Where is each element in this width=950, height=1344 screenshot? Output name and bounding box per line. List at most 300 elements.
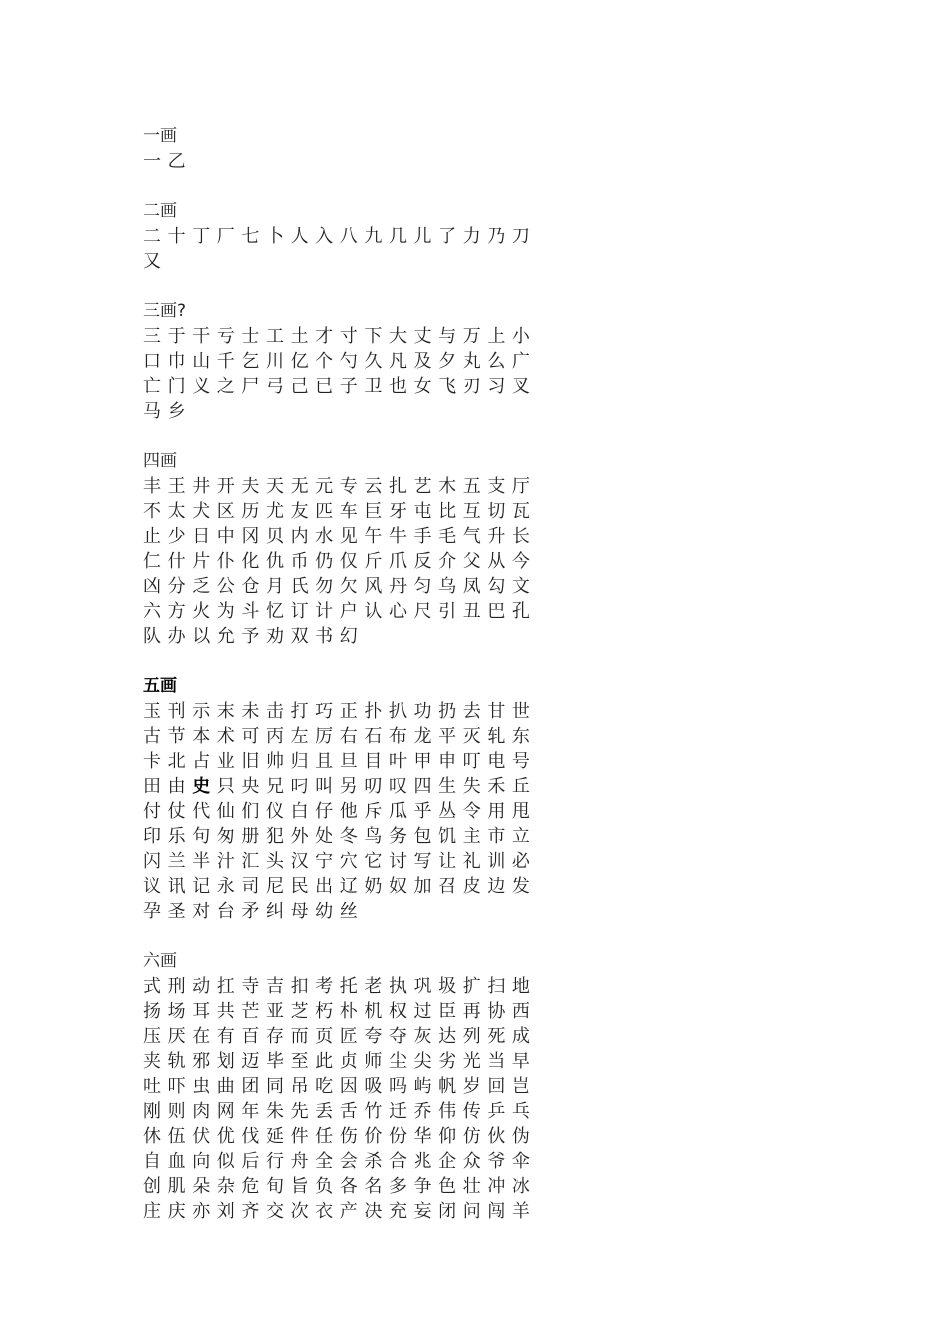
character-cell: 厉	[315, 726, 334, 747]
character-cell: 吃	[315, 1076, 334, 1097]
character-cell: 兰	[167, 851, 186, 872]
character-cell: 仁	[143, 551, 161, 572]
character-cell: 之	[216, 376, 235, 397]
character-cell: 权	[388, 1001, 407, 1022]
character-cell: 动	[192, 976, 211, 997]
character-cell: 用	[487, 801, 506, 822]
character-grid	[143, 974, 543, 1224]
character-cell: 扬	[143, 1001, 161, 1022]
stroke-section	[143, 199, 543, 274]
character-cell: 打	[290, 701, 309, 722]
character-cell: 伙	[487, 1126, 506, 1147]
character-cell: 夕	[438, 351, 457, 372]
character-cell: 支	[487, 476, 506, 497]
character-cell: 一	[143, 151, 161, 172]
character-cell: 凤	[462, 576, 481, 597]
character-cell: 虫	[192, 1076, 211, 1097]
character-cell: 寺	[241, 976, 260, 997]
character-cell: 曲	[216, 1076, 235, 1097]
character-cell: 甩	[511, 801, 530, 822]
character-cell: 夺	[388, 1026, 407, 1047]
character-cell: 考	[315, 976, 334, 997]
character-cell: 协	[487, 1001, 506, 1022]
character-cell: 历	[241, 501, 260, 522]
character-cell: 因	[339, 1076, 358, 1097]
character-cell: 扔	[438, 701, 457, 722]
character-cell: 失	[462, 776, 481, 797]
character-cell: 古	[143, 726, 161, 747]
character-cell: 儿	[413, 226, 432, 247]
character-cell: 习	[487, 376, 506, 397]
character-grid	[143, 699, 543, 924]
character-cell: 吉	[265, 976, 284, 997]
character-cell: 必	[511, 851, 530, 872]
character-cell: 百	[241, 1026, 260, 1047]
character-cell: 欠	[339, 576, 358, 597]
character-cell: 火	[192, 601, 211, 622]
character-grid	[143, 474, 543, 649]
character-cell: 存	[265, 1026, 284, 1047]
character-cell: 至	[290, 1051, 309, 1072]
character-cell: 子	[339, 376, 358, 397]
character-cell: 迁	[388, 1101, 407, 1122]
character-cell: 币	[290, 551, 309, 572]
character-cell: 勺	[339, 351, 358, 372]
character-cell: 贝	[265, 526, 284, 547]
character-cell: 丛	[438, 801, 457, 822]
character-cell: 仿	[462, 1126, 481, 1147]
character-cell: 回	[487, 1076, 506, 1097]
character-cell: 归	[290, 751, 309, 772]
character-cell: 化	[241, 551, 260, 572]
character-cell: 石	[364, 726, 383, 747]
stroke-section	[143, 674, 543, 924]
character-cell: 反	[413, 551, 432, 572]
character-cell: 价	[364, 1126, 383, 1147]
character-cell: 电	[487, 751, 506, 772]
character-cell: 宁	[315, 851, 334, 872]
character-cell: 齐	[241, 1201, 260, 1222]
character-cell: 亏	[216, 326, 235, 347]
character-cell: 为	[216, 601, 235, 622]
character-cell: 先	[290, 1101, 309, 1122]
character-cell: 孕	[143, 901, 161, 922]
character-cell: 岁	[462, 1076, 481, 1097]
character-cell: 介	[438, 551, 457, 572]
character-cell: 代	[192, 801, 211, 822]
character-cell: 未	[241, 701, 260, 722]
character-cell: 乐	[167, 826, 186, 847]
character-cell: 冈	[241, 526, 260, 547]
character-cell: 充	[388, 1201, 407, 1222]
section-heading: 五画	[143, 676, 177, 696]
character-cell: 半	[192, 851, 211, 872]
character-cell: 亦	[192, 1201, 211, 1222]
section-heading: 二画	[143, 201, 177, 221]
character-cell: 网	[216, 1101, 235, 1122]
character-cell: 予	[241, 626, 260, 647]
character-cell: 午	[364, 526, 383, 547]
character-cell: 吐	[143, 1076, 161, 1097]
character-cell: 夹	[143, 1051, 161, 1072]
character-cell: 后	[241, 1151, 260, 1172]
character-cell: 鸟	[364, 826, 383, 847]
character-cell: 巨	[364, 501, 383, 522]
character-cell: 对	[192, 901, 211, 922]
character-cell: 毕	[265, 1051, 284, 1072]
character-cell: 延	[265, 1126, 284, 1147]
character-cell: 他	[339, 801, 358, 822]
character-cell: 仰	[438, 1126, 457, 1147]
stroke-section	[143, 949, 543, 1224]
character-cell: 师	[364, 1051, 383, 1072]
character-cell: 方	[167, 601, 186, 622]
character-cell: 下	[364, 326, 383, 347]
character-cell: 臣	[438, 1001, 457, 1022]
character-cell: 升	[487, 526, 506, 547]
character-cell: 风	[364, 576, 383, 597]
section-heading: 六画	[143, 951, 177, 971]
character-cell: 斥	[364, 801, 383, 822]
character-cell: 处	[315, 826, 334, 847]
character-cell: 纠	[265, 901, 284, 922]
character-cell: 水	[315, 526, 334, 547]
character-cell: 干	[192, 326, 211, 347]
character-cell: 扫	[487, 976, 506, 997]
character-cell: 夫	[241, 476, 260, 497]
character-cell: 节	[167, 726, 186, 747]
character-cell: 冲	[487, 1176, 506, 1197]
character-cell: 卜	[265, 226, 284, 247]
character-cell: 式	[143, 976, 161, 997]
character-cell: 冬	[339, 826, 358, 847]
character-cell: 月	[265, 576, 284, 597]
character-cell: 加	[413, 876, 432, 897]
character-cell: 汇	[241, 851, 260, 872]
character-cell: 划	[216, 1051, 235, 1072]
character-cell: 乞	[241, 351, 260, 372]
character-cell: 舟	[290, 1151, 309, 1172]
character-cell: 屯	[413, 501, 432, 522]
character-cell: 目	[364, 751, 383, 772]
character-cell: 卫	[364, 376, 383, 397]
character-cell: 土	[290, 326, 309, 347]
character-cell: 口	[143, 351, 161, 372]
character-cell: 双	[290, 626, 309, 647]
character-cell: 汁	[216, 851, 235, 872]
character-cell: 兄	[265, 776, 284, 797]
character-cell: 仪	[265, 801, 284, 822]
character-cell: 闭	[438, 1201, 457, 1222]
character-cell: 庄	[143, 1201, 161, 1222]
character-cell: 及	[413, 351, 432, 372]
character-cell: 书	[315, 626, 334, 647]
character-cell: 叉	[511, 376, 530, 397]
character-cell: 叮	[462, 751, 481, 772]
character-cell: 扩	[462, 976, 481, 997]
character-cell: 似	[216, 1151, 235, 1172]
character-cell: 团	[241, 1076, 260, 1097]
character-cell: 早	[511, 1051, 530, 1072]
character-cell: 了	[438, 226, 457, 247]
character-cell: 三	[143, 326, 161, 347]
character-cell: 不	[143, 501, 161, 522]
character-cell: 丈	[413, 326, 432, 347]
character-cell: 厅	[511, 476, 530, 497]
character-cell: 出	[315, 876, 334, 897]
character-cell: 优	[216, 1126, 235, 1147]
character-cell: 士	[241, 326, 260, 347]
character-cell: 它	[364, 851, 383, 872]
character-cell: 龙	[413, 726, 432, 747]
character-cell: 刘	[216, 1201, 235, 1222]
character-cell: 饥	[438, 826, 457, 847]
character-cell: 义	[192, 376, 211, 397]
character-cell: 马	[143, 401, 161, 422]
character-cell: 叫	[315, 776, 334, 797]
character-cell: 本	[192, 726, 211, 747]
character-cell: 衣	[315, 1201, 334, 1222]
character-cell: 禾	[487, 776, 506, 797]
character-cell: 发	[511, 876, 530, 897]
character-cell: 光	[462, 1051, 481, 1072]
character-cell: 工	[265, 326, 284, 347]
character-cell: 旦	[339, 751, 358, 772]
character-cell: 头	[265, 851, 284, 872]
character-cell: 丘	[511, 776, 530, 797]
character-cell: 氏	[290, 576, 309, 597]
character-cell: 杀	[364, 1151, 383, 1172]
character-cell: 世	[511, 701, 530, 722]
character-cell: 迈	[241, 1051, 260, 1072]
character-cell: 与	[438, 326, 457, 347]
character-cell: 以	[192, 626, 211, 647]
character-cell: 巩	[413, 976, 432, 997]
character-cell: 议	[143, 876, 161, 897]
character-cell: 色	[438, 1176, 457, 1197]
character-cell: 订	[290, 601, 309, 622]
character-cell: 什	[167, 551, 186, 572]
character-cell: 问	[462, 1201, 481, 1222]
character-cell: 大	[388, 326, 407, 347]
character-cell: 奴	[388, 876, 407, 897]
character-cell: 允	[216, 626, 235, 647]
character-cell: 行	[265, 1151, 284, 1172]
character-cell: 吓	[167, 1076, 186, 1097]
character-cell: 瓜	[388, 801, 407, 822]
character-cell: 贞	[339, 1051, 358, 1072]
character-cell: 分	[167, 576, 186, 597]
character-cell: 丙	[265, 726, 284, 747]
character-cell: 右	[339, 726, 358, 747]
character-cell: 心	[388, 601, 407, 622]
character-cell: 仔	[315, 801, 334, 822]
character-cell: 休	[143, 1126, 161, 1147]
character-cell: 而	[290, 1026, 309, 1047]
character-cell: 门	[167, 376, 186, 397]
character-cell: 吊	[290, 1076, 309, 1097]
character-cell: 日	[192, 526, 211, 547]
character-cell: 从	[487, 551, 506, 572]
character-cell: 轧	[487, 726, 506, 747]
character-cell: 旧	[241, 751, 260, 772]
character-cell: 华	[413, 1126, 432, 1147]
character-cell: 再	[462, 1001, 481, 1022]
character-cell: 乎	[413, 801, 432, 822]
character-cell: 自	[143, 1151, 161, 1172]
character-cell: 巧	[315, 701, 334, 722]
character-cell: 年	[241, 1101, 260, 1122]
stroke-section	[143, 449, 543, 649]
character-cell: 犬	[192, 501, 211, 522]
character-cell: 于	[167, 326, 186, 347]
character-cell: 扛	[216, 976, 235, 997]
character-cell: 仆	[216, 551, 235, 572]
character-cell: 全	[315, 1151, 334, 1172]
character-cell: 肉	[192, 1101, 211, 1122]
character-cell: 圾	[438, 976, 457, 997]
character-cell: 甲	[413, 751, 432, 772]
character-cell: 让	[438, 851, 457, 872]
character-cell: 页	[315, 1026, 334, 1047]
character-cell: 丢	[315, 1101, 334, 1122]
character-cell: 弓	[265, 376, 284, 397]
character-cell: 西	[511, 1001, 530, 1022]
character-cell: 托	[339, 976, 358, 997]
character-cell: 闯	[487, 1201, 506, 1222]
character-cell: 尖	[413, 1051, 432, 1072]
character-cell: 气	[462, 526, 481, 547]
character-cell: 刀	[511, 226, 530, 247]
character-cell: 司	[241, 876, 260, 897]
character-cell: 召	[438, 876, 457, 897]
character-cell: 兆	[413, 1151, 432, 1172]
character-cell: 负	[315, 1176, 334, 1197]
character-cell: 平	[438, 726, 457, 747]
character-cell: 屿	[413, 1076, 432, 1097]
character-cell: 女	[413, 376, 432, 397]
character-cell: 无	[290, 476, 309, 497]
character-cell: 专	[339, 476, 358, 497]
character-cell: 乃	[487, 226, 506, 247]
character-cell: 寸	[339, 326, 358, 347]
character-cell: 邪	[192, 1051, 211, 1072]
character-cell: 件	[290, 1126, 309, 1147]
character-cell: 末	[216, 701, 235, 722]
character-cell: 民	[290, 876, 309, 897]
character-cell: 车	[339, 501, 358, 522]
character-cell: 母	[290, 901, 309, 922]
character-cell: 老	[364, 976, 383, 997]
character-cell: 巾	[167, 351, 186, 372]
character-cell: 帆	[438, 1076, 457, 1097]
character-cell: 匀	[413, 576, 432, 597]
character-cell: 布	[388, 726, 407, 747]
character-cell: 创	[143, 1176, 161, 1197]
character-cell: 计	[315, 601, 334, 622]
character-cell: 有	[216, 1026, 235, 1047]
character-grid	[143, 224, 543, 274]
character-cell: 力	[462, 226, 481, 247]
character-cell: 己	[290, 376, 309, 397]
character-cell: 朽	[315, 1001, 334, 1022]
character-cell: 队	[143, 626, 161, 647]
character-cell: 击	[265, 701, 284, 722]
character-list-document	[143, 124, 543, 1249]
character-cell: 仇	[265, 551, 284, 572]
character-cell: 扒	[388, 701, 407, 722]
character-cell: 十	[167, 226, 186, 247]
character-cell: 奶	[364, 876, 383, 897]
character-cell: 入	[315, 226, 334, 247]
character-cell: 乓	[511, 1101, 530, 1122]
character-cell: 过	[413, 1001, 432, 1022]
character-cell: 会	[339, 1151, 358, 1172]
character-cell: 句	[192, 826, 211, 847]
character-cell: 扎	[388, 476, 407, 497]
character-cell: 切	[487, 501, 506, 522]
character-cell: 已	[315, 376, 334, 397]
character-cell: 术	[216, 726, 235, 747]
character-cell: 尸	[241, 376, 260, 397]
character-cell: 史	[192, 776, 211, 797]
character-cell: 舌	[339, 1101, 358, 1122]
character-cell: 卡	[143, 751, 161, 772]
character-cell: 牙	[388, 501, 407, 522]
character-cell: 劣	[438, 1051, 457, 1072]
character-cell: 死	[487, 1026, 506, 1047]
character-cell: 区	[216, 501, 235, 522]
character-cell: 山	[192, 351, 211, 372]
character-cell: 广	[511, 351, 530, 372]
character-cell: 八	[339, 226, 358, 247]
character-cell: 太	[167, 501, 186, 522]
character-cell: 开	[216, 476, 235, 497]
character-cell: 匹	[315, 501, 334, 522]
character-cell: 办	[167, 626, 186, 647]
character-grid	[143, 149, 543, 174]
character-cell: 机	[364, 1001, 383, 1022]
character-cell: 讯	[167, 876, 186, 897]
character-cell: 正	[339, 701, 358, 722]
character-cell: 生	[438, 776, 457, 797]
character-cell: 上	[487, 326, 506, 347]
character-cell: 七	[241, 226, 260, 247]
character-cell: 次	[290, 1201, 309, 1222]
character-cell: 灰	[413, 1026, 432, 1047]
character-cell: 灭	[462, 726, 481, 747]
character-cell: 幼	[315, 901, 334, 922]
character-cell: 执	[388, 976, 407, 997]
character-cell: 匠	[339, 1026, 358, 1047]
character-cell: 也	[388, 376, 407, 397]
character-cell: 立	[511, 826, 530, 847]
character-cell: 芝	[290, 1001, 309, 1022]
character-cell: 认	[364, 601, 383, 622]
character-cell: 向	[192, 1151, 211, 1172]
character-cell: 艺	[413, 476, 432, 497]
character-cell: 份	[388, 1126, 407, 1147]
character-cell: 各	[339, 1176, 358, 1197]
character-cell: 壮	[462, 1176, 481, 1197]
character-cell: 危	[241, 1176, 260, 1197]
character-cell: 天	[265, 476, 284, 497]
section-heading: 一画	[143, 126, 177, 146]
character-grid	[143, 324, 543, 424]
character-cell: 列	[462, 1026, 481, 1047]
character-cell: 同	[265, 1076, 284, 1097]
character-cell: 户	[339, 601, 358, 622]
